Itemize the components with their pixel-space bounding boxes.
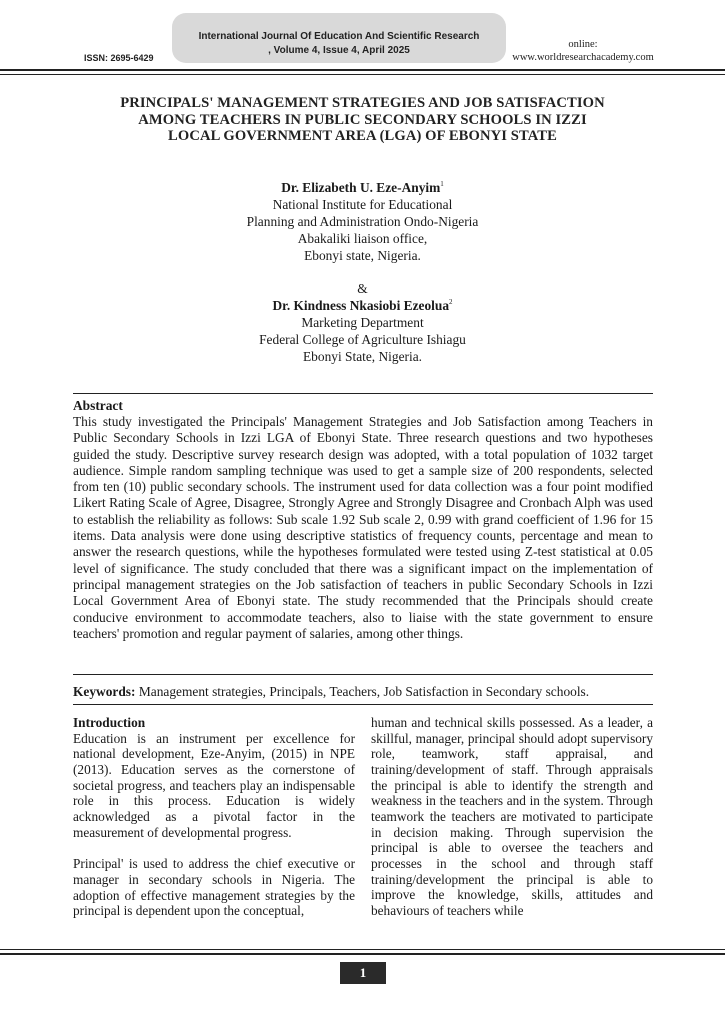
author-block: [150, 179, 575, 365]
header-rule-thick: [0, 69, 725, 71]
author-2-sup: 2: [449, 298, 453, 306]
footer-rule-thin: [0, 949, 725, 950]
affiliation-line: Ebonyi State, Nigeria.: [303, 349, 422, 364]
page-number: 1: [340, 962, 386, 984]
abstract-body: This study investigated the Principals' Management Strategies and Job Satisfaction among Teachers in Public Secondary Schools in Izzi LGA of Ebonyi State. Three research questions and two hypotheses guided the study. Descriptive survey research design was adopted, with a total population of 1032 target audience. Simple random sampling technique was used to get a sample size of 200 respondents, selected from ten (10) public secondary schools. The instrument used for data collection was a four point modified Likert Rating Scale of Agree, Disagree, Strongly Agree and Strongly Disagree and Cronbach Alph was used to establish the reliability as follows: Sub scale 1.92 Sub scale 2, 0.99 with grand coefficient of 1.96 for 15 items. Data analysis were done using descriptive statistics of frequency counts, percentage and mean to answer the research questions, while the hypotheses formulated were tested using Z-test statistical at 0.05 level of significance. The study concluded that there was a significant impact on the implementation of principal management strategies on the Job satisfaction of teachers in public Secondary Schools in Izzi Local Government Area of Ebonyi state. The study recommended that the Principals should create conducive environment to accommodate teachers, also to liaise with the state government to ensure teachers' promotion and regular payment of salaries, among other things.: [73, 414, 653, 641]
intro-paragraph-2: Principal' is used to address the chief executive or manager in secondary schools in Nigeria. The adoption of effective management strategies by the principal is dependent upon the conceptual,: [73, 856, 355, 919]
online-url[interactable]: www.worldresearchacademy.com: [512, 52, 654, 63]
author-2: [150, 297, 575, 314]
right-column: [371, 715, 653, 919]
affiliation-line: Ebonyi state, Nigeria.: [304, 248, 421, 263]
author-separator: &: [357, 281, 368, 296]
header-rule-thin: [0, 74, 725, 75]
title-line: AMONG TEACHERS IN PUBLIC SECONDARY SCHOOLS IN IZZI: [138, 111, 587, 128]
intro-paragraph-1: Education is an instrument per excellence for national development, Eze-Anyim, (2015) in NPE (2013). Education serves as the cornerstone of societal progress, and teachers play an indispensable role in this process. Education is widely acknowledged as a pivotal factor in the measurement of developmental progress.: [73, 730, 355, 840]
author-2-name: Dr. Kindness Nkasiobi Ezeolua: [272, 298, 450, 313]
intro-paragraph-3: human and technical skills possessed. As a leader, a skillful, manager, principal should adopt supervisory role, teamwork, staff appraisal, and training/development of staff. Through appraisals the principal is able to identify the strength and weakness in the teachers and in the system. Through teamwork the teachers are motivated to participate in decision making. Through supervision the principal is able to oversee the teachers and processes in the school and through staff training/development the principal is able to improve the knowledge, skills, attitudes and behaviours of teachers while: [371, 715, 653, 918]
footer-rule-thick: [0, 953, 725, 955]
journal-issue: , Volume 4, Issue 4, April 2025: [268, 45, 410, 56]
title-line: LOCAL GOVERNMENT AREA (LGA) OF EBONYI STATE: [168, 128, 557, 144]
affiliation-line: Abakaliki liaison office,: [297, 231, 428, 246]
introduction-heading: Introduction: [73, 715, 146, 730]
online-info: [508, 38, 658, 64]
author-1-name: Dr. Elizabeth U. Eze-Anyim: [281, 180, 441, 195]
abstract-bottom-rule: [73, 674, 653, 675]
journal-name: International Journal Of Education And Scientific Research: [198, 31, 480, 42]
keywords-text: Management strategies, Principals, Teachers, Job Satisfaction in Secondary schools.: [138, 684, 590, 699]
abstract-top-rule: [73, 393, 653, 394]
affiliation-line: Federal College of Agriculture Ishiagu: [259, 332, 466, 347]
keywords-rule: [73, 704, 653, 705]
paper-title: [60, 95, 665, 145]
keywords: [73, 684, 653, 700]
issn-label: ISSN: 2695-6429: [84, 53, 154, 63]
affiliation-line: National Institute for Educational: [272, 197, 453, 212]
journal-header-box: [172, 13, 506, 63]
author-1-sup: 1: [440, 180, 444, 188]
author-1: [150, 179, 575, 196]
affiliation-line: Planning and Administration Ondo-Nigeria: [246, 214, 479, 229]
abstract-heading: Abstract: [73, 398, 123, 413]
online-label: online:: [568, 39, 598, 50]
affiliation-line: Marketing Department: [301, 315, 424, 330]
keywords-label: Keywords:: [73, 684, 136, 699]
left-column: [73, 715, 355, 919]
title-line: PRINCIPALS' MANAGEMENT STRATEGIES AND JOB SATISFACTION: [120, 95, 605, 111]
